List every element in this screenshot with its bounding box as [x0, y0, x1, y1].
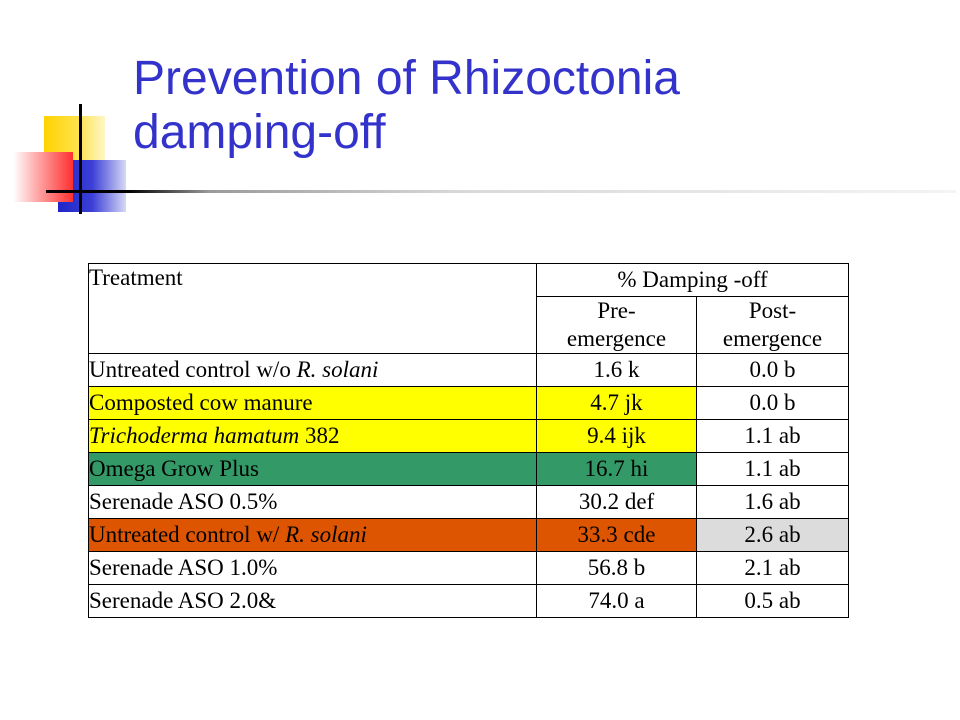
- pre-emergence-cell: 33.3 cde: [537, 519, 697, 552]
- treatment-cell: [89, 453, 537, 486]
- treatment-cell: [89, 552, 537, 585]
- header-pre-line-2: emergence: [566, 326, 667, 351]
- treatment-cell: [89, 585, 537, 618]
- table-row: [89, 519, 849, 552]
- table-row: [89, 387, 849, 420]
- treatment-text: Serenade ASO 1.0%: [89, 555, 278, 580]
- header-post-line-2: emergence: [722, 326, 823, 351]
- post-emergence-cell: 1.1 ab: [697, 420, 849, 453]
- pre-emergence-cell: 4.7 jk: [537, 387, 697, 420]
- post-emergence-cell: 2.6 ab: [697, 519, 849, 552]
- header-pre-emergence: [537, 297, 697, 354]
- logo-red-square: [13, 152, 73, 202]
- damping-off-table: [88, 263, 849, 618]
- header-post-line-1: Post-: [748, 298, 797, 323]
- post-emergence-cell: 1.6 ab: [697, 486, 849, 519]
- header-treatment: Treatment: [89, 264, 537, 354]
- table-row: [89, 552, 849, 585]
- logo-vertical-rule: [79, 104, 82, 214]
- header-pre-line-1: Pre-: [597, 298, 636, 323]
- treatment-text: Composted cow manure: [89, 390, 313, 415]
- post-emergence-cell: 0.0 b: [697, 387, 849, 420]
- pre-emergence-cell: 30.2 def: [537, 486, 697, 519]
- treatment-cell: [89, 519, 537, 552]
- treatment-cell: [89, 420, 537, 453]
- table-row: [89, 585, 849, 618]
- header-damping-off: % Damping -off: [537, 264, 849, 297]
- treatment-text: Serenade ASO 2.0&: [89, 588, 277, 613]
- treatment-text: Omega Grow Plus: [89, 456, 259, 481]
- treatment-suffix: 382: [299, 423, 340, 448]
- header-post-emergence: [697, 297, 849, 354]
- post-emergence-cell: 0.0 b: [697, 354, 849, 387]
- treatment-text: Serenade ASO 0.5%: [89, 489, 278, 514]
- pre-emergence-cell: 16.7 hi: [537, 453, 697, 486]
- table-row: [89, 420, 849, 453]
- treatment-species: Trichoderma hamatum: [89, 423, 300, 448]
- slide-title-line-1: Prevention of Rhizoctonia: [133, 52, 680, 105]
- pre-emergence-cell: 74.0 a: [537, 585, 697, 618]
- treatment-species: R. solani: [296, 357, 379, 382]
- post-emergence-cell: 1.1 ab: [697, 453, 849, 486]
- table-row: [89, 486, 849, 519]
- pre-emergence-cell: 1.6 k: [537, 354, 697, 387]
- pre-emergence-cell: 56.8 b: [537, 552, 697, 585]
- table-row: [89, 453, 849, 486]
- table-row: [89, 354, 849, 387]
- treatment-cell: [89, 486, 537, 519]
- title-underline-rule: [46, 190, 956, 193]
- treatment-cell: [89, 354, 537, 387]
- treatment-species: R. solani: [285, 522, 367, 547]
- slide-title: [133, 52, 680, 160]
- treatment-text: Untreated control w/o: [89, 357, 297, 382]
- treatment-cell: [89, 387, 537, 420]
- post-emergence-cell: 0.5 ab: [697, 585, 849, 618]
- slide-title-line-2: damping-off: [133, 106, 386, 159]
- post-emergence-cell: 2.1 ab: [697, 552, 849, 585]
- pre-emergence-cell: 9.4 ijk: [537, 420, 697, 453]
- treatment-text: Untreated control w/: [89, 522, 286, 547]
